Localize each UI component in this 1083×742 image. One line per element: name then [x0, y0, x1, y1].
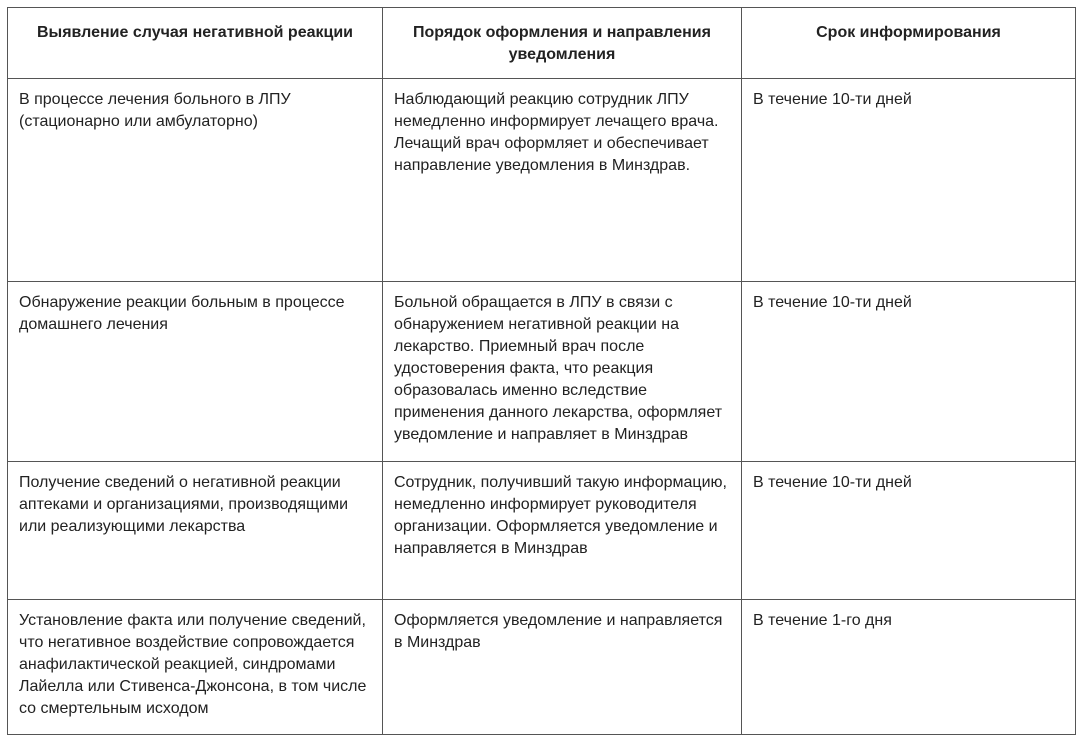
- cell-notification-procedure: Оформляется уведомление и направляется в Минздрав: [383, 600, 742, 735]
- cell-detection-case: Обнаружение реакции больным в процессе домашнего лечения: [8, 282, 383, 462]
- cell-reporting-deadline: В течение 10-ти дней: [742, 462, 1076, 600]
- table-row: [8, 79, 1076, 282]
- adverse-reaction-notification-table: [7, 7, 1076, 735]
- cell-detection-case: В процессе лечения больного в ЛПУ (стационарно или амбулаторно): [8, 79, 383, 282]
- table-row: [8, 600, 1076, 735]
- cell-reporting-deadline: В течение 1-го дня: [742, 600, 1076, 735]
- table-header-row: [8, 8, 1076, 79]
- cell-notification-procedure: Наблюдающий реакцию сотрудник ЛПУ немедленно информирует лечащего врача. Лечащий врач оформляет и обеспечивает направление уведомления в Минздрав.: [383, 79, 742, 282]
- cell-detection-case: Установление факта или получение сведений, что негативное воздействие сопровождается анафилактической реакцией, синдромами Лайелла или Стивенса-Джонсона, в том числе со смертельным исходом: [8, 600, 383, 735]
- cell-notification-procedure: Сотрудник, получивший такую информацию, немедленно информирует руководителя организации. Оформляется уведомление и направляется в Минздрав: [383, 462, 742, 600]
- notification-table-container: [7, 7, 1076, 735]
- table-row: [8, 462, 1076, 600]
- cell-detection-case: Получение сведений о негативной реакции аптеками и организациями, производящими или реализующими лекарства: [8, 462, 383, 600]
- cell-notification-procedure: Больной обращается в ЛПУ в связи с обнаружением негативной реакции на лекарство. Приемный врач после удостоверения факта, что реакция образовалась именно вследствие применения данного лекарства, оформляет уведомление и направляет в Минздрав: [383, 282, 742, 462]
- header-notification-procedure: Порядок оформления и направления уведомления: [383, 8, 742, 79]
- header-detection-case: Выявление случая негативной реакции: [8, 8, 383, 79]
- cell-reporting-deadline: В течение 10-ти дней: [742, 79, 1076, 282]
- cell-reporting-deadline: В течение 10-ти дней: [742, 282, 1076, 462]
- table-row: [8, 282, 1076, 462]
- header-reporting-deadline: Срок информирования: [742, 8, 1076, 79]
